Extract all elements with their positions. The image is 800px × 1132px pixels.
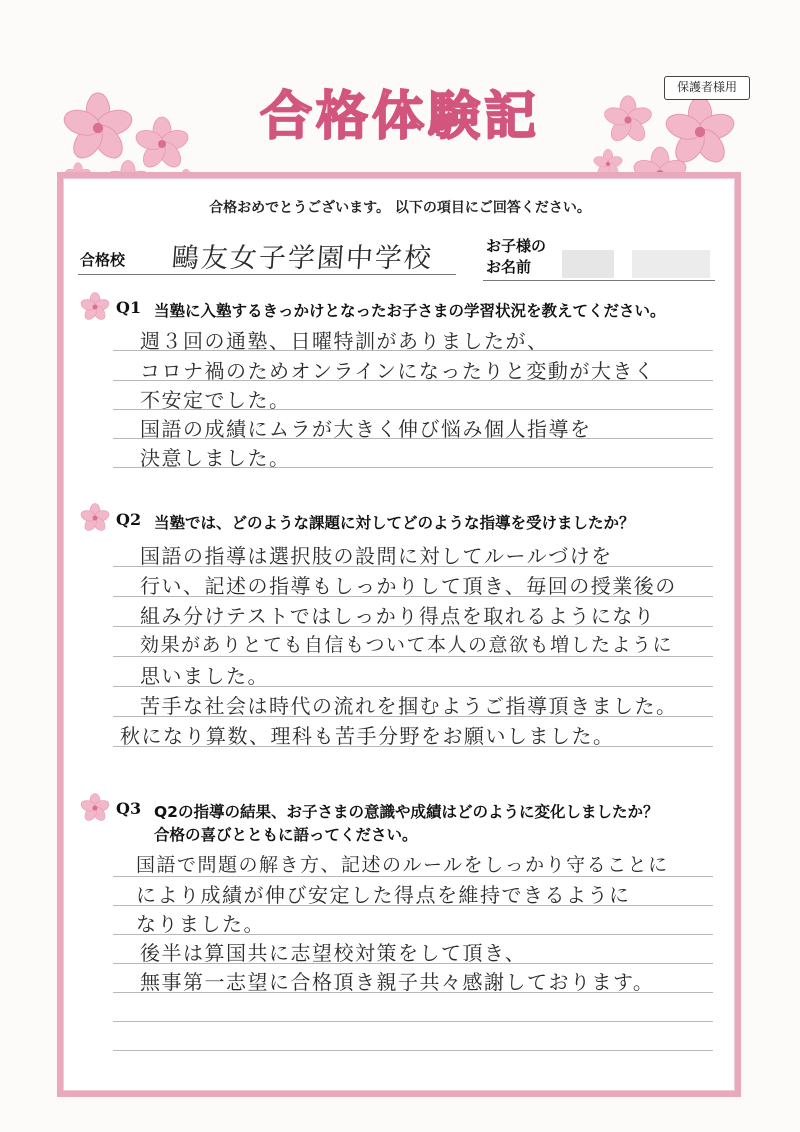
page-title [230, 78, 570, 152]
question-number: Q3 [116, 799, 142, 818]
answer-line: 組み分けテストではしっかり得点を取れるようになり [140, 604, 656, 628]
question-text: Q2の指導の結果、お子さまの意識や成績はどのように変化しましたか？ [154, 803, 659, 821]
question-number: Q2 [116, 510, 142, 529]
answer-line: 国語の指導は選択肢の設問に対してルールづけを [140, 544, 613, 568]
child-name-label-line1: お子様の [486, 237, 547, 255]
answer-line: 週３回の通塾、日曜特訓がありましたが、 [140, 329, 549, 353]
sakura-bullet-icon [80, 793, 110, 823]
redacted-name-block [562, 250, 614, 278]
answer-line: 後半は算国共に志望校対策をして頂き、 [140, 941, 527, 965]
answer-line: により成績が伸び安定した得点を維持できるように [136, 883, 631, 907]
question-text-line2: 合格の喜びとともに語ってください。 [154, 826, 418, 844]
answer-line: 決意しました。 [140, 446, 291, 470]
answer-line: 効果がありとても自信もついて本人の意欲も増したように [140, 634, 674, 656]
answer-rule [113, 1021, 713, 1022]
question-text: 当塾では、どのような課題に対してどのような指導を受けましたか？ [154, 514, 635, 532]
answer-line: 苦手な社会は時代の流れを掴むようご指導頂きました。 [140, 694, 678, 718]
answer-line: 思いました。 [140, 664, 269, 688]
answer-line: 行い、記述の指導もしっかりして頂き、毎回の授業後の [140, 574, 677, 598]
school-value: 鷗友女子学園中学校 [170, 243, 434, 274]
answer-line: 不安定でした。 [140, 388, 291, 412]
child-name-underline [483, 280, 715, 281]
answer-line: 国語の成績にムラが大きく伸び悩み個人指導を [140, 417, 592, 441]
school-label: 合格校 [80, 251, 126, 269]
child-name-label-line2: お名前 [486, 258, 532, 276]
answer-rule [113, 1050, 713, 1051]
answer-line: コロナ禍のためオンラインになったりと変動が大きく [140, 359, 656, 383]
school-underline [78, 274, 456, 275]
answer-line: 国語で問題の解き方、記述のルールをしっかり守ることに [136, 854, 669, 876]
sakura-bullet-icon [80, 292, 110, 322]
question-number: Q1 [116, 298, 142, 317]
guardian-badge: 保護者様用 [664, 76, 750, 100]
answer-line: なりました。 [136, 912, 265, 936]
page-title-text: 合格体験記 [259, 86, 541, 147]
answer-line: 秋になり算数、理科も苦手分野をお願いしました。 [120, 724, 615, 748]
answer-line: 無事第一志望に合格頂き親子共々感謝しております。 [140, 970, 655, 994]
redacted-name-block [632, 250, 710, 278]
sakura-bullet-icon [80, 503, 110, 533]
child-name-label [486, 236, 546, 278]
question-text: 当塾に入塾するきっかけとなったお子さまの学習状況を教えてください。 [154, 302, 666, 320]
instruction-text: 合格おめでとうございます。 以下の項目にご回答ください。 [209, 200, 591, 216]
